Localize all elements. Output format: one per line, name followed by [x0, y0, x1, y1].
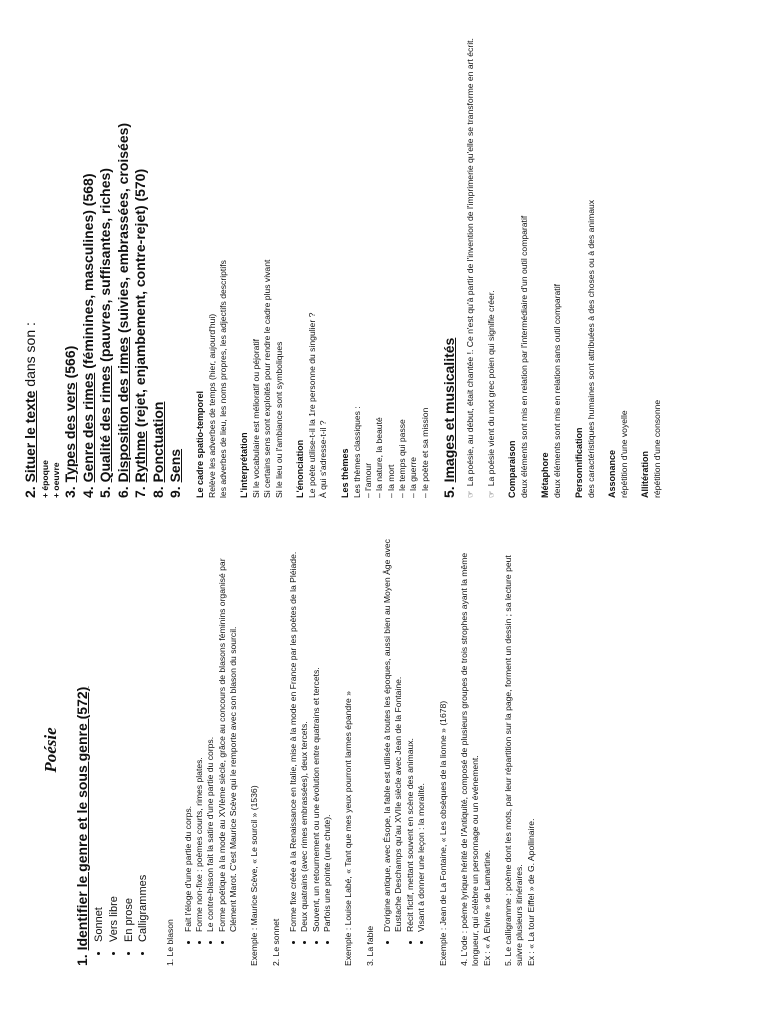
list-item: • Forme fixe créée à la Renaissance en Italie, mise à la mode en France par les poètes de la Pléiade.	[288, 534, 299, 932]
fable-list	[382, 534, 427, 966]
list-item: • Visant à donner une leçon : la moralité.	[416, 534, 427, 932]
enonciation-heading: L'énonciation	[295, 439, 306, 498]
heading-situer-texte: 2. Situer le texte dans son :	[22, 322, 38, 498]
situer-epoque: + époque	[39, 460, 50, 498]
list-item: • Le contre-blason fait la satire d'une partie du corps.	[205, 534, 216, 932]
sonnet-list	[288, 534, 333, 966]
list-item: • Sonnet	[92, 534, 107, 942]
enonciation-line: À qui s'adresse-t-il ?	[318, 420, 329, 498]
list-item: • Forme poétique à la mode au XVIème siècle, grâce au concours de blasons féminins organisé par Clément Marot. C'est Maurice Scève qui le remporte avec son blason du sourcil.	[217, 534, 240, 932]
figure-term: Métaphore	[540, 452, 551, 498]
pointing-hand-icon: ☞	[485, 490, 496, 498]
heading-rythme: 7. Rythme (rejet, enjambement, contre-rejet) (570)	[132, 168, 149, 498]
fable-example: Exemple : Jean de La Fontaine, « Les obsèques de la lionne » (1678)	[437, 700, 448, 966]
genre-list	[92, 534, 151, 966]
heading-qualite-rimes: 5. Qualité des rimes (pauvres, suffisantes, riches)	[97, 168, 114, 498]
cadre-heading: Le cadre spatio-temporel	[194, 390, 205, 498]
themes-line: – la nature, la beauté	[374, 417, 385, 498]
themes-line: – la guerre	[408, 456, 419, 498]
interpretation-line: Si certains sens sont exploités pour rendre le cadre plus vivant	[262, 259, 273, 498]
blason-example: Exemple : Maurice Scève, « Le sourcil » (1536)	[249, 785, 260, 966]
calligramme-definition: 5. Le calligramme : poème dont les mots, par leur répartition sur la page, forment un dessin ; sa lecture peut suivre plusieurs itinéraires.	[502, 555, 525, 966]
themes-line: – la mort	[385, 464, 396, 498]
heading-types-vers: 3. Types des vers (566)	[62, 345, 79, 498]
left-column	[0, 524, 768, 1024]
themes-line: – le poète et sa mission	[419, 407, 430, 498]
figure-term: Assonance	[606, 449, 617, 498]
interpretation-line: Si le vocabulaire est mélioratif ou péjoratif	[251, 338, 262, 498]
list-item: • Forme non-fixe : poèmes courts, rimes plates.	[194, 534, 205, 932]
list-item: • Fait l'éloge d'une partie du corps.	[183, 534, 194, 932]
themes-heading: Les thèmes	[339, 448, 350, 498]
list-item: • Deux quatrains (avec rimes embrassées), deux tercets.	[299, 534, 310, 932]
heading-sens: 9. Sens	[167, 448, 184, 498]
heading-identifier-genre: 1. Identifier le genre et le sous genre (572)	[74, 686, 91, 966]
page-title: Poésie	[41, 727, 60, 773]
heading-images-musicalites: 5. Images et musicalités	[441, 337, 457, 498]
figure-definition: des caractéristiques humaines sont attribuées à des choses ou à des animaux	[585, 199, 596, 498]
figure-term: Personnification	[573, 427, 584, 498]
figure-definition: répétition d'une consonne	[651, 399, 662, 498]
cadre-line: Relève les adverbes de temps (hier, aujourd'hui)	[206, 313, 217, 498]
list-item: • D'origine antique, avec Ésope, la fable est utilisée à toutes les époques, aussi bien au Moyen Âge avec Eustache Deschamps qu'au XVIIe siècle avec Jean de la Fontaine.	[382, 534, 405, 932]
situer-oeuvre: + oeuvre	[50, 462, 61, 498]
list-item: • Souvent, un retournement ou une évolution entre quatrains et tercets.	[311, 534, 322, 932]
list-item: • Parfois une pointe (une chute).	[322, 534, 333, 932]
calligramme-example: Ex : « La tour Eiffel » de G. Apollinaire.	[525, 818, 536, 966]
heading-genre-rimes: 4. Genre des rimes (féminines, masculines) (568)	[79, 173, 96, 498]
blason-list	[183, 534, 240, 966]
cadre-line: les adverbes de lieu, les noms propres, les adjectifs descriptifs	[217, 260, 228, 498]
themes-line: Les thèmes classiques :	[351, 406, 362, 498]
ode-example: Ex : « À Elvire » de Lamartine.	[481, 849, 492, 966]
fable-heading: 3. La fable	[364, 925, 375, 966]
note-poesie-chantee: ☞La poésie, au début, était chantée !. Ce n'est qu'à partir de l'invention de l'imprimerie qu'elle se transforme en art écrit.	[464, 38, 475, 498]
enonciation-line: Le poète utilise-t-il la 1re personne du singulier ?	[307, 312, 318, 498]
figure-definition: deux éléments sont mis en relation par l'intermédiaire d'un outil comparatif	[519, 215, 530, 498]
blason-heading: 1. Le blason	[165, 919, 176, 966]
ode-definition: 4. L'ode : poème lyrique hérité de l'Antiquité, composé de plusieurs groupes de trois strophes ayant la même longueur, qui célèbre un personnage ou un événement.	[458, 552, 481, 966]
sonnet-example: Exemple : Louise Labé, « Tant que mes yeux pourront larmes épandre »	[343, 690, 354, 966]
sonnet-heading: 2. Le sonnet	[270, 918, 281, 966]
figure-term: Comparaison	[507, 440, 518, 498]
interpretation-line: Si le lieu ou l'ambiance sont symboliques	[273, 341, 284, 498]
list-item: • Vers libre	[107, 534, 122, 942]
note-poien: ☞La poésie vient du mot grec poien qui signifie créer.	[485, 290, 496, 498]
heading-ponctuation: 8. Ponctuation	[149, 401, 166, 498]
figure-definition: répétition d'une voyelle	[618, 410, 629, 498]
themes-line: – le temps qui passe	[396, 419, 407, 498]
list-item: • Récit fictif, mettant souvent en scène des animaux.	[405, 534, 416, 932]
pointing-hand-icon: ☞	[464, 490, 475, 498]
figure-definition: deux éléments sont mis en relation sans outil comparatif	[552, 284, 563, 498]
figure-term: Allitération	[640, 450, 651, 498]
list-item: • Calligrammes	[136, 534, 151, 942]
heading-disposition-rimes: 6. Disposition des rimes (suivies, embrassées, croisées)	[114, 122, 131, 498]
themes-line: – l'amour	[362, 462, 373, 498]
interpretation-heading: L'interprétation	[239, 432, 250, 498]
list-item: • En prose	[122, 534, 137, 942]
